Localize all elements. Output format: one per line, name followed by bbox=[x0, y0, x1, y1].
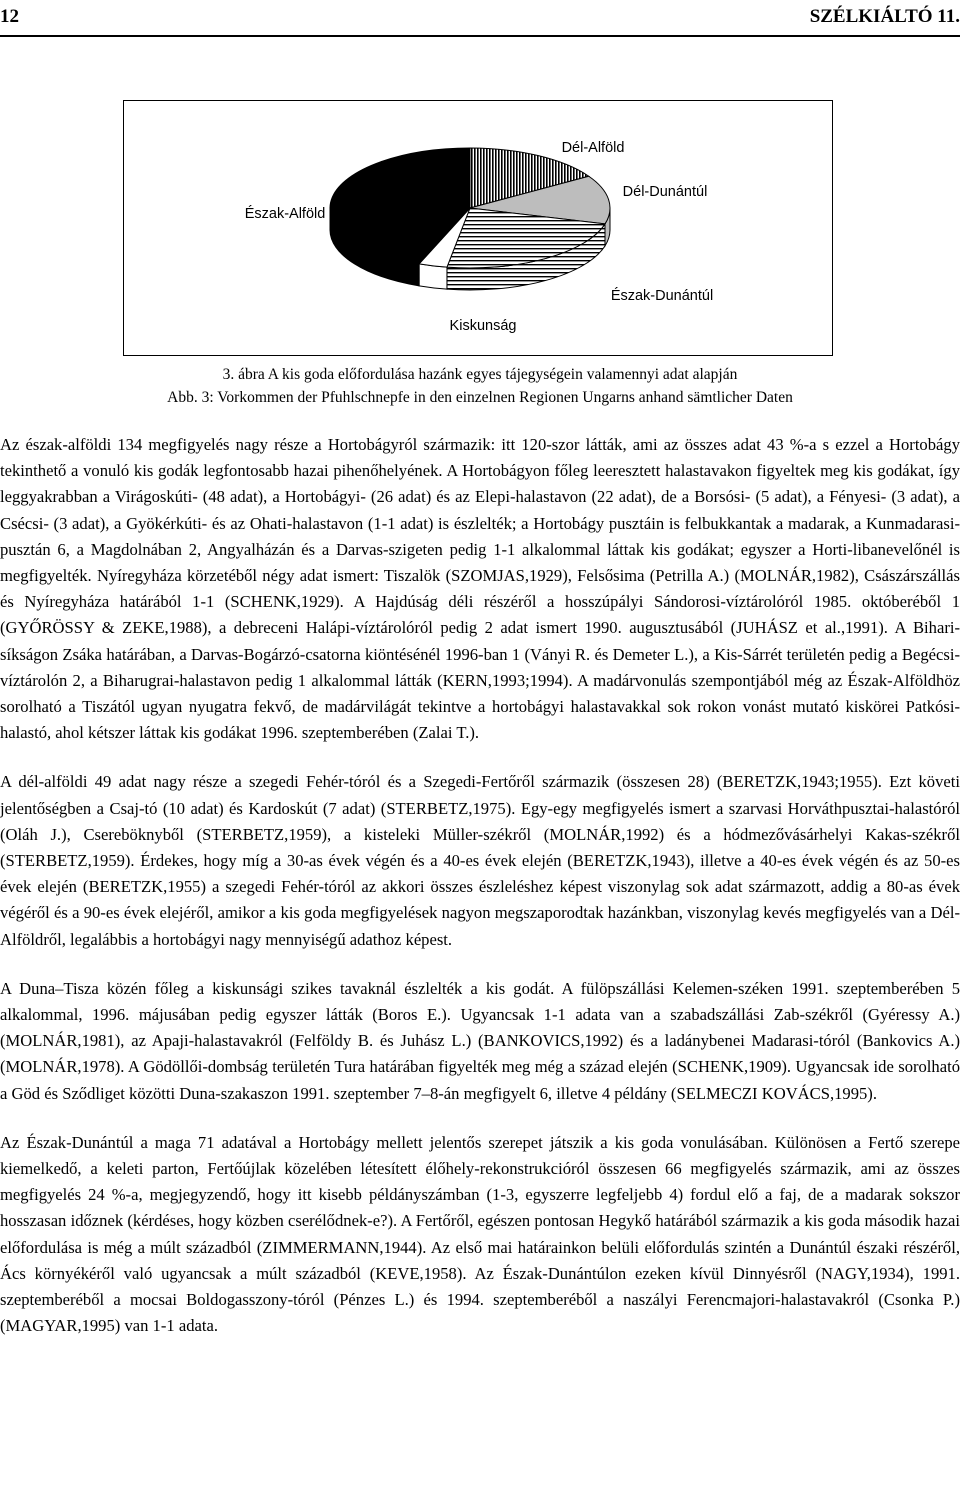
pie-label-dél-dunántúl: Dél-Dunántúl bbox=[622, 184, 708, 200]
pie-label-dél-alföld: Dél-Alföld bbox=[561, 140, 625, 156]
paragraph-duna-tisza: A Duna–Tisza közén főleg a kiskunsági szikes tavaknál észlelték a kis godát. A fülöpszállási Kelemen-széken 1991. szeptemberében 5 alkalommal, 1996. májusában pedig egyszer látták (Boros E.). Ugyancsak 1-1 adata van a szabadszállási Zab-székről (Gyéressy A.) (MOLNÁR,1981), az Apaji-halastavakról (Felföldy B. és Juhász L.) (BANKOVICS,1992) és a ladánybenei Madarasi-tóról (Bankovics A.) (MOLNÁR,1978). A Gödöllői-dombság területén Tura határában figyelték meg még a század elején (SCHENK,1909). Ugyancsak ide sorolható a Göd és Sződliget közötti Duna-szakaszon 1991. szeptember 7–8-án megfigyelt 6, illetve 4 példány (SELMECZI KOVÁCS,1995). bbox=[0, 978, 960, 1103]
pie-label-észak-alföld: Észak-Alföld bbox=[244, 206, 326, 222]
paragraph-north-transdanubia: Az Észak-Dunántúl a maga 71 adatával a Hortobágy mellett jelentős szerepet játszik a kis goda vonulásában. Különösen a Fertő szerepe kiemelkedő, a keleti parton, Fertőújlak közelében létesített élőhely-rekonstrukcióról összesen 66 megfigyelés származik, ami az összes megfigyelés 24 %-a, megjegyzendő, hogy itt kisebb példányszámban (1-3, egyszerre legfeljebb 4) fordul elő a faj, de a madarak sokszor hosszasan időznek (kérdéses, hogy közben cserélődnek-e?). A Fertőről, egészen pontosan Hegykő határából származik a kis goda második hazai előfordulása is még a múlt századból (ZIMMERMANN,1944). Az első mai határainkon belüli előfordulás szintén a Dunántúl északi részéről, Ács környékéről való ugyancsak a múlt századból (KEVE,1958). Az Észak-Dunántúlon ezeken kívül Dinnyésről (NAGY,1934), 1991. szeptemberéből a mocsai Boldogasszony-tóról (Pénzes L.) és 1994. szeptemberéből a naszályi Ferencmajori-halastavakról (Csonka P.) (MAGYAR,1995) van 1-1 adata. bbox=[0, 1132, 960, 1336]
page-number: 12 bbox=[0, 6, 19, 27]
paragraph-north-alfold: Az észak-alföldi 134 megfigyelés nagy része a Hortobágyról származik: itt 120-szor látták, ami az összes adat 43 %-a s ezzel a Hortobágy tekinthető a vonuló kis godák legfontosabb hazai pihenőhelyének. A Hortobágyon főleg leeresztett halastavakon figyeltek meg kis godákat, így leggyakrabban a Virágoskúti- (48 adat), a Hortobágyi- (26 adat) és az Elepi-halastavon (22 adat), de a Borsósi- (5 adat), a Fényesi- (3 adat), a Csécsi- (3 adat), a Gyökérkúti- és az Ohati-halastavon (1-1 adat) is észlelték; a Hortobágy pusztáin is felbukkantak a madarak, a Kunmadarasi-pusztán 6, a Magdolnában 2, Angyalházán és a Darvas-szigeten pedig 1-1 alkalommal láttak kis godákat; egyszer a Horti-libanevelőnél is megfigyelték. Nyíregyháza körzetéből négy adat ismert: Tiszalök (SZOMJAS,1929), Felsősima (Petrilla A.) (MOLNÁR,1982), Császárszállás és Nyíregyháza határából 1-1 (SCHENK,1929). A Hajdúság déli részéről a hosszúpályi Sándorosi-víztárolóról 1985. októberéből 1 (GYŐRÖSSY & ZEKE,1988), a debreceni Halápi-víztárolóról pedig 2 adat ismert 1990. augusztusából (JUHÁSZ et al.,1991). A Bihari-síkságon Zsáka határában, a Darvas-Bogárzó-csatorna kiöntésénél 1996-ban 1 (Ványi R. és Demeter L.), a Kis-Sárrét területén pedig a Begécsi-víztárolón 2, a Biharugrai-halastavon pedig 1 alkalommal látták (KERN,1993;1994). A madárvonulás szempontjából még az Észak-Alföldhöz sorolható a Tiszától ugyan nyugatra fekvő, de madárvilágát tekintve a hortobágyi halastavakkal sok rokon vonást mutató kiskörei Patkósi-halastó, ahol kétszer láttak kis godákat 1996. szeptemberében (Zalai T.). bbox=[0, 435, 960, 743]
figure-caption-de: Abb. 3: Vorkommen der Pfuhlschnepfe in den einzelnen Regionen Ungarns anhand sämtlicher Daten bbox=[167, 389, 793, 406]
paragraph-south-alfold: A dél-alföldi 49 adat nagy része a szegedi Fehér-tóról és a Szegedi-Fertőről származik (összesen 28) (BERETZK,1943;1955). Ezt követi jelentőségben a Csaj-tó (10 adat) és Kardoskút (7 adat) (STERBETZ,1975). Egy-egy megfigyelés ismert a szarvasi Horváthpusztai-halastóról (Oláh J.), Csereböknyből (STERBETZ,1959), a kisteleki Müller-székről (MOLNÁR,1992) és a hódmezővásárhelyi Kakas-székről (STERBETZ,1959). Érdekes, hogy míg a 30-as évek végén és a 40-es évek elején (BERETZK,1943), illetve a 40-es évek végén és az 50-es évek elején (BERETZK,1955) a szegedi Fehér-tóról az akkori összes észleléshez képest viszonylag sok adat származott, addig a 80-as évek végéről és a 90-es évek elejéről, amikor a kis goda megfigyelések nagyon megszaporodtak hazánkban, viszonylag kevés megfigyelés van a Dél-Alföldről, legalábbis a hortobágyi nagy mennyiségű adathoz képest. bbox=[0, 772, 960, 949]
body-text bbox=[0, 432, 960, 1340]
pie-side-kiskunság bbox=[419, 264, 447, 289]
pie-chart bbox=[0, 0, 960, 400]
pie-label-észak-dunántúl: Észak-Dunántúl bbox=[610, 288, 714, 304]
figure-caption-hu: 3. ábra A kis goda előfordulása hazánk egyes tájegységein valamennyi adat alapján bbox=[222, 366, 738, 383]
journal-title: SZÉLKIÁLTÓ 11. bbox=[809, 6, 960, 27]
pie-label-kiskunság: Kiskunság bbox=[449, 318, 517, 334]
